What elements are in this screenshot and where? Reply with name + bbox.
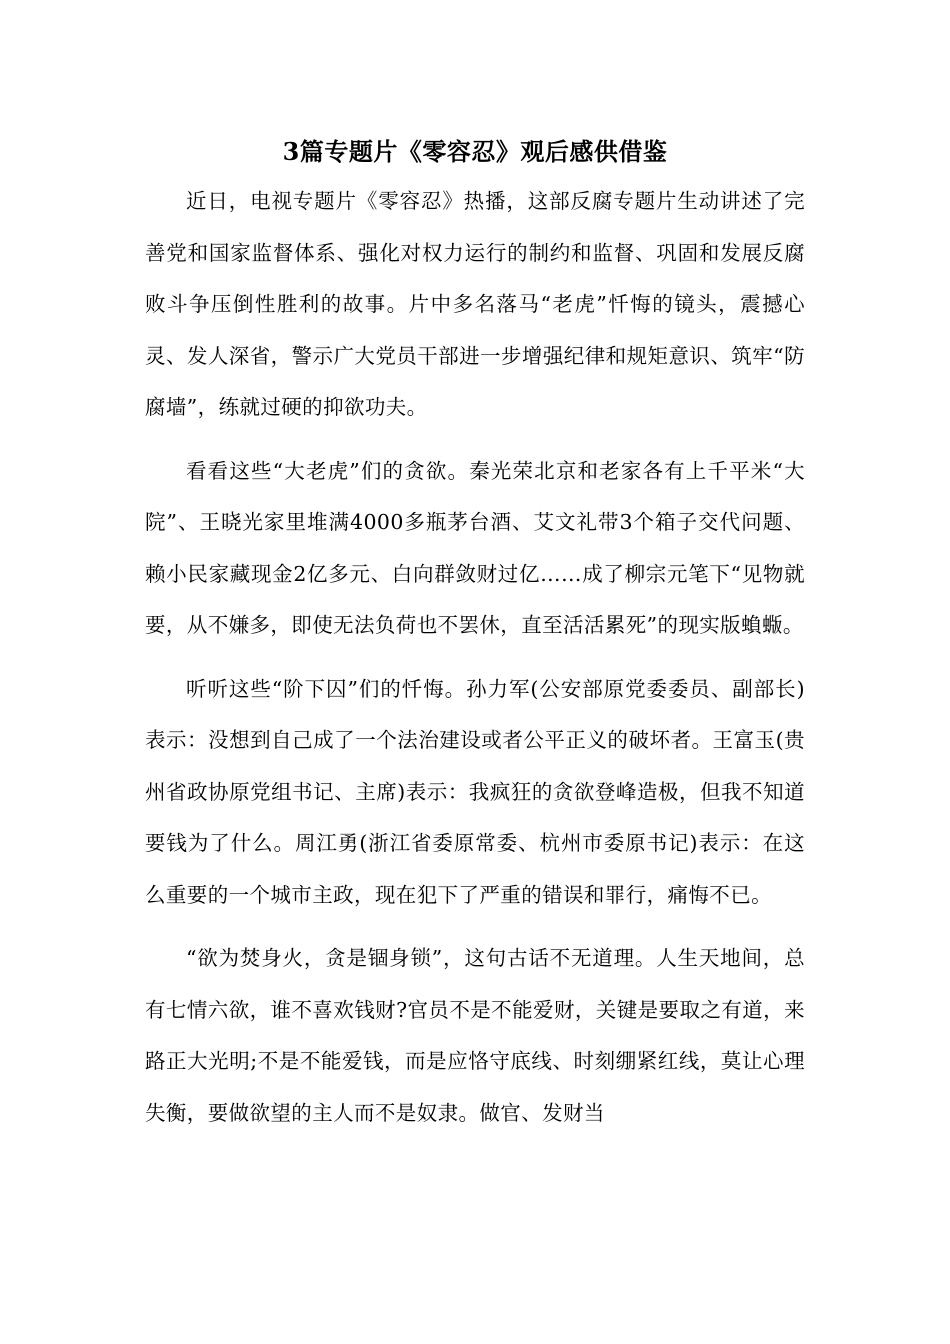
document-body — [145, 176, 805, 1151]
paragraph-1: 近日，电视专题片《零容忍》热播，这部反腐专题片生动讲述了完善党和国家监督体系、强化对权力运行的制约和监督、巩固和发展反腐败斗争压倒性胜利的故事。片中多名落马“老虎”忏悔的镜头，震撼心灵、发人深省，警示广大党员干部进一步增强纪律和规矩意识、筑牢“防腐墙”，练就过硬的抑欲功夫。 — [145, 189, 805, 419]
paragraph-2: 看看这些“大老虎”们的贪欲。秦光荣北京和老家各有上千平米“大院”、王晓光家里堆满4000多瓶茅台酒、艾文礼带3个箱子交代问题、赖小民家藏现金2亿多元、白向群敛财过亿……成了柳宗元笔下“见物就要，从不嫌多，即使无法负荷也不罢休，直至活活累死”的现实版蝜蝂。 — [145, 458, 805, 637]
paragraph-4: “欲为焚身火，贪是锢身锁”，这句古话不无道理。人生天地间，总有七情六欲，谁不喜欢钱财?官员不是不能爱财，关键是要取之有道，来路正大光明;不是不能爱钱，而是应恪守底线、时刻绷紧红线，莫让心理失衡，要做欲望的主人而不是奴隶。做官、发财当 — [145, 946, 805, 1125]
paragraph-3: 听听这些“阶下囚”们的忏悔。孙力军(公安部原党委委员、副部长)表示：没想到自己成了一个法治建设或者公平正义的破坏者。王富玉(贵州省政协原党组书记、主席)表示：我疯狂的贪欲登峰造极，但我不知道要钱为了什么。周江勇(浙江省委原常委、杭州市委原书记)表示：在这么重要的一个城市主政，现在犯下了严重的错误和罪行，痛悔不已。 — [145, 676, 805, 907]
document-title: 3篇专题片《零容忍》观后感供借鉴 — [282, 137, 668, 166]
